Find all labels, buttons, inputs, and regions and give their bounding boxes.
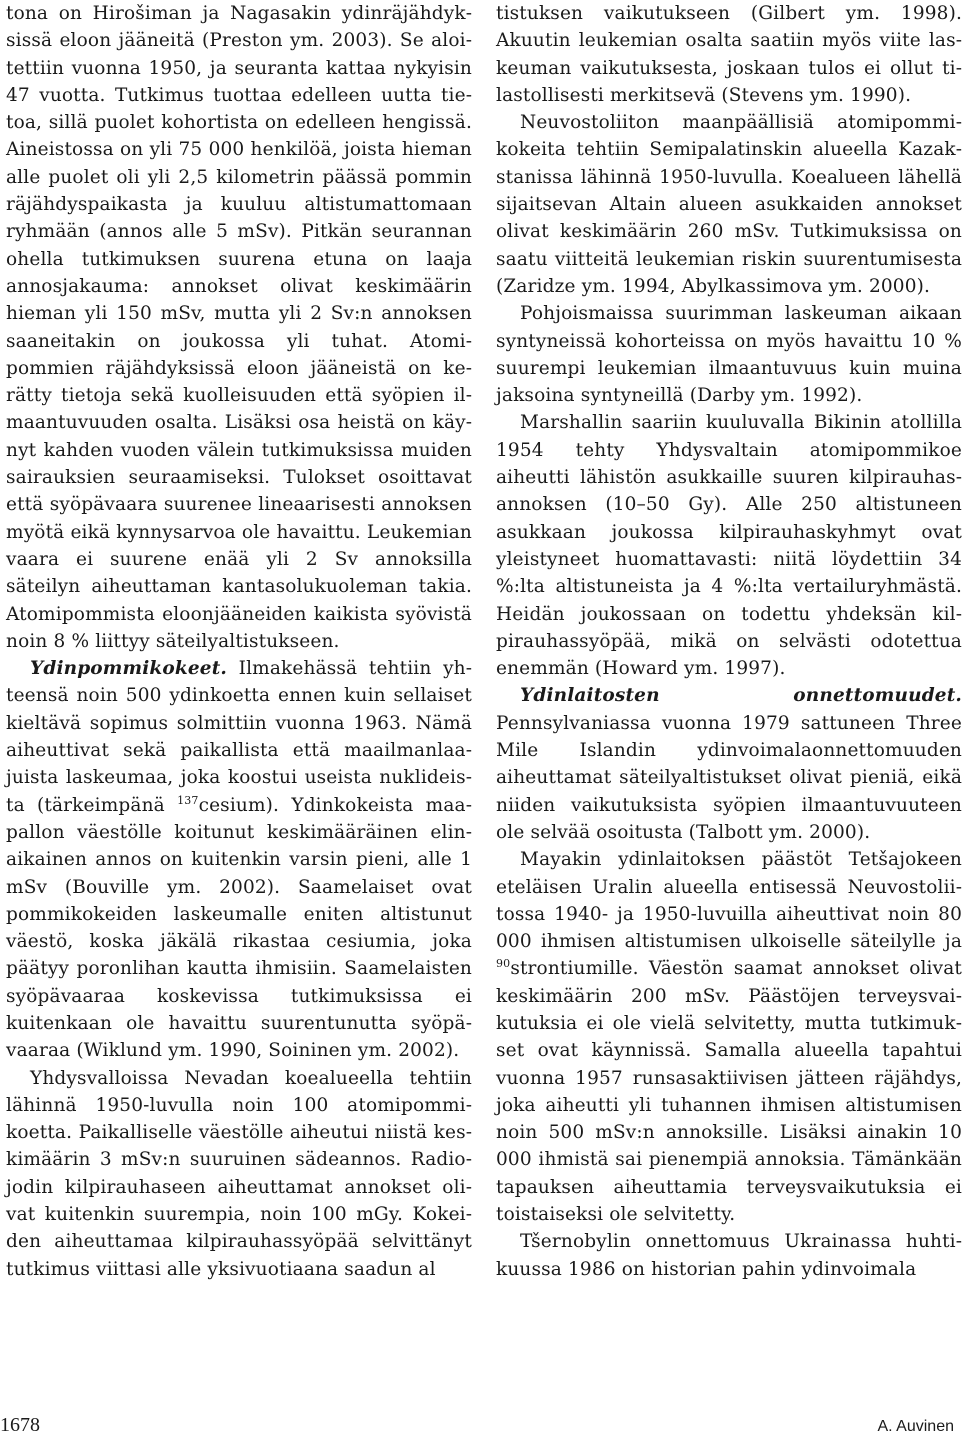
right-column: [496, 0, 962, 1283]
paragraph-nevada: Yhdysvalloissa Nevadan koealueella tehtiin lähinnä 1950-luvulla noin 100 atomipommikoetta. Paikalliselle väestölle aiheutui niistä keskimäärin 3 mSv:n suuruinen sädeannos. Radiojodin kilpirauhaseen aiheuttamat annokset olivat kuitenkin suurempia, noin 100 mGy. Kokeiden aiheuttamaa kilpirauhassyöpää selvittänyt tutkimus viittasi alle yksivuotiaana saadun al: [6, 1067, 472, 1280]
superscript-mass-number: 137: [177, 793, 199, 807]
paragraph-plant-accidents: [496, 682, 962, 846]
paragraph-nuclear-tests: [6, 655, 472, 1064]
section-heading-nuclear-tests: Ydinpommikokeet.: [30, 658, 227, 680]
left-column: [6, 0, 472, 1283]
paragraph-text: Mayakin ydinlaitoksen päästöt Tetšajokeen eteläisen Uralin alueella entisessä Neuvostoliitossa 1940- ja 1950-luvuilla aiheuttivat noin 80 000 ihmisen altistumisen ulkoiselle säteilylle ja: [496, 849, 962, 953]
running-author: A. Auvinen: [877, 1418, 954, 1435]
paragraph-soviet-tests: Neuvostoliiton maanpäällisiä atomipommikokeita tehtiin Semipalatinskin alueella Kazakstanissa lähinnä 1950-luvulla. Koealueen lähellä sijaitsevan Altain alueen asukkaiden annokset olivat keskimäärin 260 mSv. Tutkimuksissa on saatu viitteitä leukemian riskin suurentumisesta (Zaridze ym. 1994, Abylkassimova ym. 2000).: [496, 112, 962, 297]
paragraph-text: Pennsylvaniassa vuonna 1979 sattuneen Three Mile Islandin ydinvoimalaonnettomuuden aiheuttamat säteilyaltistukset olivat pieniä, eikä niiden vaikutuksista syöpien ilmaantuvuuteen ole selvää osoitusta (Talbott ym. 2000).: [496, 712, 962, 843]
page-number: 1678: [0, 1414, 40, 1436]
paragraph-continuation: tistuksen vaikutukseen (Gilbert ym. 1998). Akuutin leukemian osalta saatiin myös viite laskeuman vaikutuksesta, joskaan tulos ei ollut tilastollisesti merkitsevä (Stevens ym. 1990).: [496, 3, 962, 106]
section-heading-plant-accidents: Ydinlaitosten onnettomuudet.: [520, 685, 962, 707]
paragraph-text: cesium). Ydinkokeista maapallon väestölle koitunut keskimääräinen elinaikainen annos on kuitenkin varsin pieni, alle 1 mSv (Bouville ym. 2002). Saamelaiset ovat pommikokeiden laskeumalle eniten altistunut väestö, koska jäkälä rikastaa cesiumia, joka päätyy poronlihan kautta ihmisiin. Saamelaisten syöpävaaraa koskevissa tutkimuksissa ei kuitenkaan ole havaittu suurentunutta syöpävaaraa (Wiklund ym. 1990, Soininen ym. 2002).: [6, 794, 472, 1062]
paragraph-chernobyl: Tšernobylin onnettomuus Ukrainassa huhtikuussa 1986 on historian pahin ydinvoimala: [496, 1231, 962, 1280]
paragraph-mayak: [496, 846, 962, 1228]
paragraph-text: Ilmakehässä tehtiin yhteensä noin 500 ydinkoetta ennen kuin sellaiset kieltävä sopimus solmittiin vuonna 1963. Nämä aiheuttivat sekä paikallista että maailmanlaajuista laskeumaa, joka koostui useista nuklideista (tärkeimpänä: [6, 658, 472, 816]
superscript-mass-number: 90: [496, 957, 511, 971]
paragraph-text: strontiumille. Väestön saamat annokset olivat keskimäärin 200 mSv. Päästöjen terveysvaikutuksia ei ole vielä selvitetty, mutta tutkimukset ovat käynnissä. Samalla alueella tapahtui vuonna 1957 runsasaktiivisen jätteen räjähdys, joka aiheutti yli tuhannen ihmisen altistumisen noin 500 mSv:n annoksille. Lisäksi ainakin 10 000 ihmistä sai pienempiä annoksia. Tämänkään tapauksen aiheuttamia terveysvaikutuksia ei toistaiseksi ole selvitetty.: [496, 958, 962, 1226]
paragraph-nordic-cohorts: Pohjoismaissa suurimman laskeuman aikaan syntyneissä kohorteissa on myös havaittu 10 % suurempi leukemian ilmaantuvuus kuin muina jaksoina syntyneillä (Darby ym. 1992).: [496, 303, 962, 407]
paragraph-bikini: Marshallin saariin kuuluvalla Bikinin atollilla 1954 tehty Yhdysvaltain atomipommikoe aiheutti lähistön asukkaille suuren kilpirauhasannoksen (10–50 Gy). Alle 250 altistuneen asukkaan joukossa kilpirauhaskyhmyt ovat yleistyneet huomattavasti: niitä löydettiin 34 %:lta altistuneista ja 4 %:lta vertailuryhmästä. Heidän joukossaan on todettu yhdeksän kilpirauhassyöpää, mikä on selvästi odotettua enemmän (Howard ym. 1997).: [496, 412, 962, 680]
paragraph-hiroshima-nagasaki: tona on Hirošiman ja Nagasakin ydinräjähdyksissä eloon jääneitä (Preston ym. 2003). Se aloitettiin vuonna 1950, ja seuranta kattaa nykyisin 47 vuotta. Tutkimus tuottaa edelleen uutta tietoa, sillä puolet kohortista on edelleen hengissä. Aineistossa on yli 75 000 henkilöä, joista hieman alle puolet oli yli 2,5 kilometrin päässä pommin räjähdyspaikasta ja kuuluu altistumattomaan ryhmään (annos alle 5 mSv). Pitkän seurannan ohella tutkimuksen suurena etuna on laaja annosjakauma: annokset olivat keskimäärin hieman yli 150 mSv, mutta yli 2 Sv:n annoksen saaneitakin on joukossa yli tuhat. Atomipommien räjähdyksissä eloon jääneistä on kerätty tietoja sekä kuolleisuuden että syöpien ilmaantuvuuden osalta. Lisäksi osa heistä on käynyt kahden vuoden välein tutkimuksissa muiden sairauksien seuraamiseksi. Tulokset osoittavat että syöpävaara suurenee lineaarisesti annoksen myötä eikä kynnysarvoa ole havaittu. Leukemian vaara ei suurene enää yli 2 Sv annoksilla säteilyn aiheuttaman kantasolukuoleman takia. Atomipommista eloonjääneiden kaikista syövistä noin 8 % liittyy säteilyaltistukseen.: [6, 3, 472, 652]
